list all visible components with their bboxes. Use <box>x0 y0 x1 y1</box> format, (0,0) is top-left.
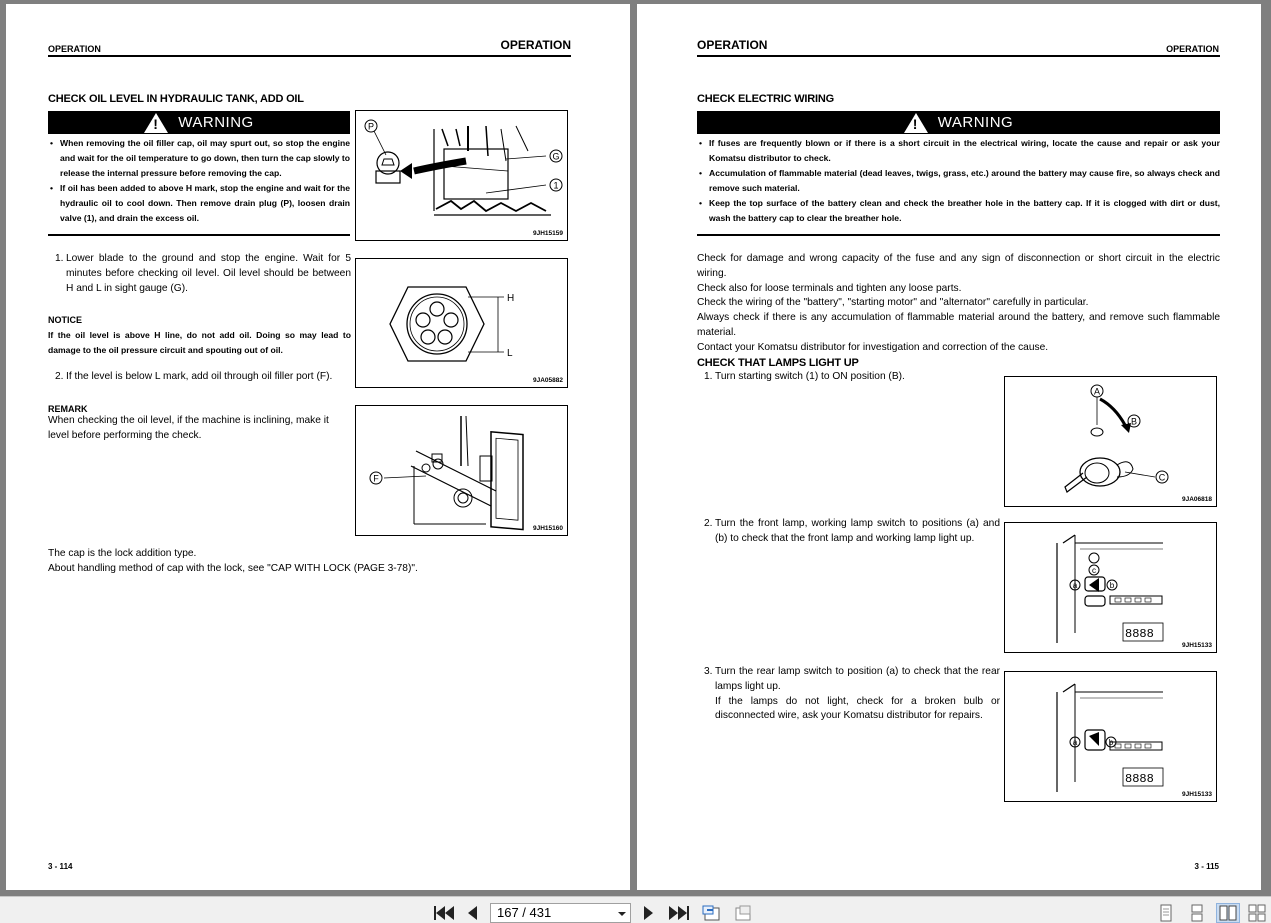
body-line: Check the wiring of the "battery", "starting motor" and "alternator" carefully in particular. <box>697 297 1089 309</box>
label-c: C <box>1158 472 1166 483</box>
remark-title: REMARK <box>48 404 88 414</box>
forward-view-icon[interactable] <box>731 903 755 923</box>
single-page-view-icon[interactable] <box>1154 903 1178 923</box>
label-g: G <box>552 151 560 162</box>
step-3 <box>704 665 1000 724</box>
step-1 <box>704 370 1000 385</box>
label-1: 1 <box>553 180 559 191</box>
page-number: 3 - 114 <box>48 862 73 871</box>
figure-code: 9JH15133 <box>1182 642 1212 649</box>
warning-icon <box>904 113 928 133</box>
starting-switch-illustration <box>1005 377 1216 506</box>
header-title: OPERATION <box>500 38 571 52</box>
warning-item: • When removing the oil filler cap, oil may spurt out, so stop the engine and wait for the oil temperature to go down, then turn the cap slowly to release the internal pressure before removing the cap. <box>48 136 350 181</box>
label-l: L <box>507 348 513 359</box>
warning-banner <box>697 111 1220 134</box>
hydraulic-tank-illustration <box>356 111 567 240</box>
warning-end-rule <box>48 234 350 236</box>
label-f: F <box>373 473 379 484</box>
chevron-down-icon[interactable] <box>618 912 626 916</box>
warning-item: • Accumulation of flammable material (dead leaves, twigs, grass, etc.) around the battery may cause fire, so always check and remove such material. <box>697 166 1220 196</box>
figure-code: 9JA05882 <box>533 377 563 384</box>
figure-oil-filler <box>355 405 568 536</box>
label-c: c <box>1092 566 1096 575</box>
front-lamp-panel-illustration <box>1005 523 1216 652</box>
figure-starting-switch <box>1004 376 1217 507</box>
previous-page-icon[interactable] <box>464 905 480 921</box>
warning-banner <box>48 111 350 134</box>
step-text-continued: If the lamps do not light, check for a broken bulb or disconnected wire, ask your Komatsu distributor for repairs. <box>715 695 1000 722</box>
warning-item: • Keep the top surface of the battery clean and check the breather hole in the battery cap. If it is clogged with dirt or dust, wash the battery cap to clear the breather hole. <box>697 196 1220 226</box>
step-number: 1. <box>704 371 713 382</box>
warning-end-rule <box>697 234 1220 236</box>
page-number: 3 - 115 <box>1194 862 1219 871</box>
warning-list <box>48 136 350 226</box>
figure-hydraulic-tank <box>355 110 568 241</box>
warning-item: • If oil has been added to above H mark, stop the engine and wait for the hydraulic oil to cool down. Then remove drain plug (P), loosen drain valve (1), and drain the excess oil. <box>48 181 350 226</box>
section-title: CHECK ELECTRIC WIRING <box>697 93 834 105</box>
back-view-icon[interactable] <box>700 903 724 923</box>
rear-lamp-panel-illustration <box>1005 672 1216 801</box>
page-indicator[interactable] <box>490 903 631 923</box>
header-title: OPERATION <box>697 38 768 52</box>
remark-text: When checking the oil level, if the machine is inclining, make it level before performing the check. <box>48 415 329 441</box>
body-line: Check for damage and wrong capacity of the fuse and any sign of disconnection or short circuit in the electric wiring. <box>697 253 1220 279</box>
label-b: B <box>1130 416 1138 427</box>
header-small: OPERATION <box>1166 44 1219 54</box>
page-left <box>6 4 630 890</box>
step-text: Turn the rear lamp switch to position (a) to check that the rear lamps light up. <box>715 666 1000 692</box>
label-a: a <box>1072 581 1078 590</box>
label-a: a <box>1072 738 1078 747</box>
warning-icon <box>144 113 168 133</box>
last-page-icon[interactable] <box>668 905 690 921</box>
figure-code: 9JA06818 <box>1182 496 1212 503</box>
cap-text-1: The cap is the lock addition type. <box>48 548 197 559</box>
figure-code: 9JH15160 <box>533 525 563 532</box>
body-line: Check also for loose terminals and tighten any loose parts. <box>697 282 962 294</box>
notice-text: If the oil level is above H line, do not add oil. Doing so may lead to damage to the oil pressure circuit and spouting out of oil. <box>48 330 351 355</box>
label-b: b <box>1109 581 1115 590</box>
step-2 <box>704 517 1000 547</box>
figure-sight-gauge <box>355 258 568 388</box>
step-text: Turn starting switch (1) to ON position (B). <box>715 371 905 382</box>
figure-rear-lamp-switch <box>1004 671 1217 802</box>
header-rule <box>697 55 1220 57</box>
step-number: 2. <box>704 518 713 529</box>
notice-title: NOTICE <box>48 315 83 325</box>
body-line: Always check if there is any accumulation of flammable material around the battery, and remove such flammable material. <box>697 312 1220 338</box>
sight-gauge-illustration <box>356 259 567 387</box>
continuous-view-icon[interactable] <box>1185 903 1209 923</box>
label-h: H <box>507 293 515 304</box>
step-number: 3. <box>704 666 713 677</box>
figure-front-lamp-switch <box>1004 522 1217 653</box>
page-right <box>637 4 1261 890</box>
step-text: Turn the front lamp, working lamp switch to positions (a) and (b) to check that the front lamp and working lamp light up. <box>715 518 1000 544</box>
header-rule <box>48 55 571 57</box>
next-page-icon[interactable] <box>640 905 656 921</box>
wiring-body <box>697 252 1220 356</box>
oil-filler-illustration <box>356 406 567 535</box>
svg-text:8888: 8888 <box>1125 772 1154 786</box>
cap-text-2: About handling method of cap with the lock, see "CAP WITH LOCK (PAGE 3-78)". <box>48 563 418 574</box>
warning-item: • If fuses are frequently blown or if there is a short circuit in the electrical wiring, locate the cause and repair or ask your Komatsu distributor to check. <box>697 136 1220 166</box>
step-text: If the level is below L mark, add oil through oil filler port (F). <box>66 371 333 382</box>
label-p: P <box>367 121 375 132</box>
two-page-continuous-view-icon[interactable] <box>1245 903 1269 923</box>
two-page-view-icon[interactable] <box>1216 903 1240 923</box>
label-a: A <box>1093 386 1101 397</box>
step-2 <box>55 370 351 385</box>
warning-label: WARNING <box>937 114 1014 131</box>
first-page-icon[interactable] <box>434 905 454 921</box>
header-small: OPERATION <box>48 44 101 54</box>
section2-title: CHECK THAT LAMPS LIGHT UP <box>697 357 859 369</box>
body-line: Contact your Komatsu distributor for investigation and correction of the cause. <box>697 341 1049 353</box>
viewer-toolbar <box>0 896 1271 923</box>
step-number: 2. <box>55 371 64 382</box>
warning-label: WARNING <box>178 114 254 131</box>
figure-code: 9JH15133 <box>1182 791 1212 798</box>
step-1 <box>55 252 351 296</box>
step-number: 1. <box>55 253 64 264</box>
section-title: CHECK OIL LEVEL IN HYDRAULIC TANK, ADD OIL <box>48 93 304 105</box>
figure-code: 9JH15159 <box>533 230 563 237</box>
page-indicator-text: 167 / 431 <box>497 905 552 920</box>
step-text: Lower blade to the ground and stop the engine. Wait for 5 minutes before checking oil level. Oil level should be between H and L in sight gauge (G). <box>66 253 351 294</box>
label-b: b <box>1108 738 1114 747</box>
warning-list <box>697 136 1220 226</box>
svg-text:8888: 8888 <box>1125 627 1154 641</box>
